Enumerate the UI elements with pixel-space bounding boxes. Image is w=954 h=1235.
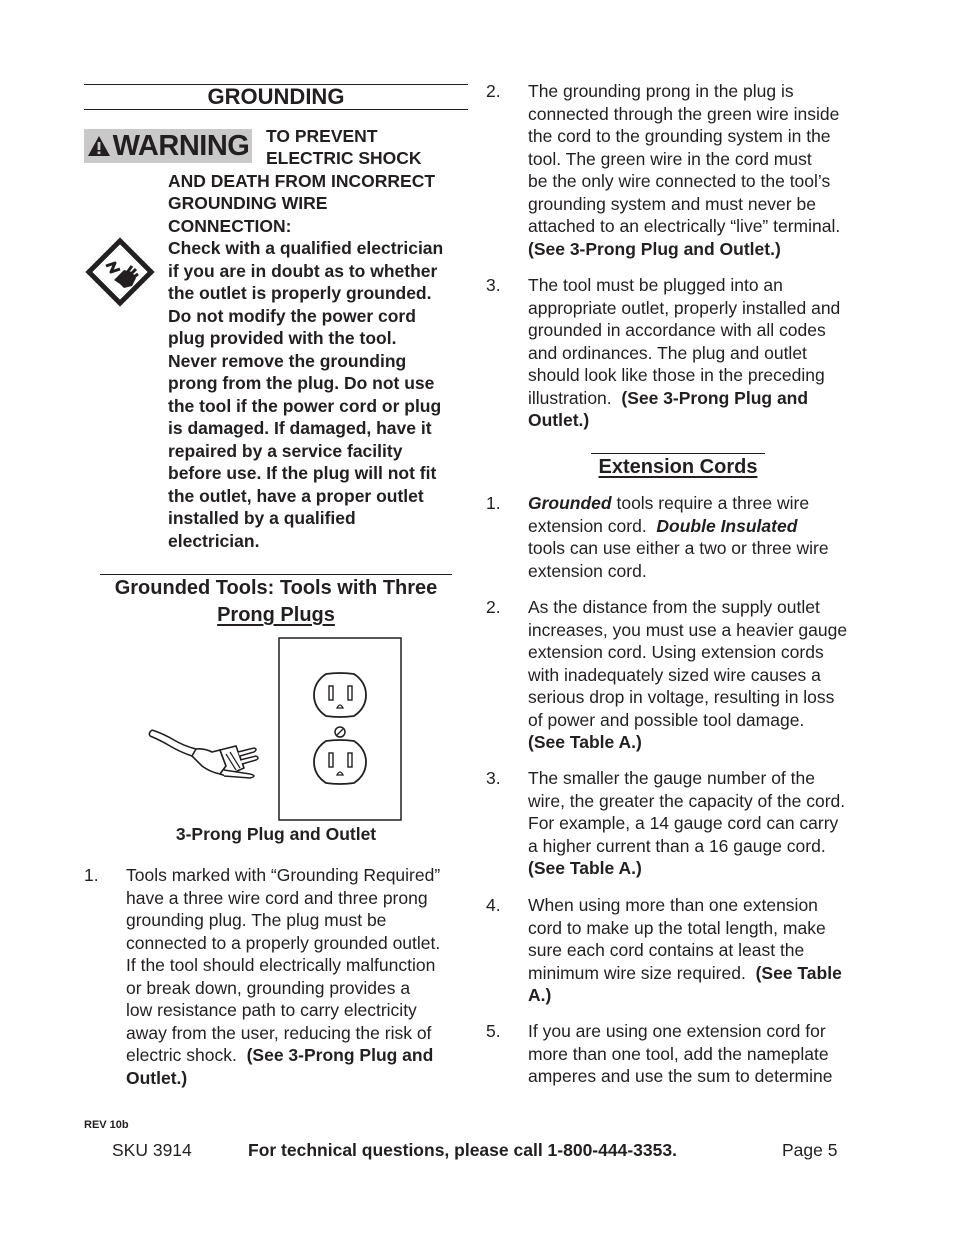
list-item-text: extension cord. [528,515,657,536]
extension-list-item-2 [528,596,847,754]
warning-text-line: Check with a qualified electrician [168,238,444,258]
list-item-line: The grounding prong in the plug is [528,81,794,101]
warning-text-line: GROUNDING WIRE [168,193,328,213]
table-reference: (See Table A.) [528,732,642,752]
list-item-line: connected through the green wire inside [528,103,840,124]
list-number: 2. [486,597,501,617]
list-item-line: If the tool should electrically malfunction [126,955,436,975]
warning-text-line: ELECTRIC SHOCK [266,148,422,168]
list-number: 5. [486,1021,501,1041]
list-item-line [126,1044,440,1067]
list-number: 2. [486,81,501,101]
list-item-line: amperes and use the sum to determine [528,1066,833,1086]
warning-text-line: before use. If the plug will not fit [168,463,437,483]
revision-label: REV 10b [84,1119,129,1131]
list-item-line: connected to a properly grounded outlet. [126,932,441,953]
list-item-line: with inadequately sized wire causes a [528,664,821,685]
warning-label: WARNING [112,129,250,162]
warning-text-line: CONNECTION: [168,216,292,236]
list-item-line [528,515,829,538]
table-reference: A.) [528,985,552,1005]
list-item-line: the cord to the grounding system in the [528,126,831,146]
list-item-line: more than one tool, add the nameplate [528,1043,829,1064]
table-reference: (See Table A.) [528,858,642,878]
warning-text-line: repaired by a service facility [168,441,403,461]
list-item-line: sure each cord contains at least the [528,940,805,960]
list-item-line: grounding system and must never be [528,193,816,214]
list-item-line [528,492,829,515]
figure-caption: 3-Prong Plug and Outlet [175,824,377,844]
list-number: 3. [486,768,501,788]
list-item-line: or break down, grounding provides a [126,977,411,998]
list-item-line: low resistance path to carry electricity [126,1000,417,1020]
warning-text-line: TO PREVENT [266,126,378,146]
list-item-line: cord to make up the total length, make [528,917,826,938]
list-item-line: of power and possible tool damage. [528,709,805,730]
list-item-line: tools can use either a two or three wire [528,538,829,558]
list-item-text: illustration. [528,387,622,408]
list-item-line: increases, you must use a heavier gauge [528,619,848,640]
warning-triangle-icon [87,135,111,157]
warning-text-line: plug provided with the tool. [168,328,397,348]
warning-text-line: prong from the plug. Do not use [168,373,435,393]
list-item-line: should look like those in the preceding [528,365,825,385]
extension-list-item-5 [528,1020,832,1088]
list-item-line: a higher current than a 16 gauge cord. [528,835,826,856]
figure-reference: Outlet.) [528,410,590,430]
list-item-line: If you are using one extension cord for [528,1021,826,1041]
figure-reference: Outlet.) [126,1067,188,1088]
warning-text-line: installed by a qualified [168,508,356,528]
list-number: 1. [486,493,501,513]
extension-list-item-1 [528,492,829,582]
warning-badge [84,129,252,163]
emphasis-double-insulated: Double Insulated [656,515,798,536]
list-number: 3. [486,275,501,295]
warning-text-line: if you are in doubt as to whether [168,261,438,281]
list-item-line: The smaller the gauge number of the [528,768,815,788]
list-number: 1. [84,865,99,885]
warning-text-line: Never remove the grounding [168,351,407,371]
extension-list-item-3 [528,767,845,880]
warning-text-line: is damaged. If damaged, have it [168,418,432,438]
plug-and-outlet-illustration [140,636,405,824]
warning-text-line: Do not modify the power cord [168,306,416,326]
grounding-list-item-3 [528,274,840,432]
list-item-line: serious drop in voltage, resulting in loss [528,687,835,707]
list-number: 4. [486,895,501,915]
list-item-line: wire, the greater the capacity of the cord. [528,790,846,811]
grounded-tools-heading-line2: Prong Plugs [217,604,335,626]
list-item-line: extension cord. [528,560,647,581]
list-item-line [528,962,842,985]
grounding-list-item-2 [528,80,840,260]
sku-label: SKU 3914 [112,1140,192,1160]
page-number: Page 5 [782,1140,838,1160]
list-item-line [528,387,840,410]
warning-text-line: the tool if the power cord or plug [168,396,442,416]
section-title-grounding: GROUNDING [84,84,468,110]
list-item-line: appropriate outlet, properly installed and [528,297,841,318]
list-item-line: tool. The green wire in the cord must [528,148,812,169]
list-item-line: grounding plug. The plug must be [126,910,387,930]
list-item-line: be the only wire connected to the tool’s [528,171,831,191]
extension-cords-heading [591,453,765,480]
grounded-tools-heading [100,574,452,629]
warning-text-line: AND DEATH FROM INCORRECT [168,171,436,191]
list-item-line: grounded in accordance with all codes [528,320,826,340]
technical-support-line: For technical questions, please call 1-800-444-3353. [248,1140,677,1160]
figure-reference: (See 3-Prong Plug and [621,387,809,408]
figure-reference: (See 3-Prong Plug and Outlet.) [528,238,781,259]
warning-text-line: the outlet, have a proper outlet [168,486,424,506]
grounded-tools-heading-line1: Grounded Tools: Tools with Three [114,577,438,599]
list-item-text: tools require a three wire [611,493,810,513]
warning-text-line: electrician. [168,531,260,551]
list-item-line: have a three wire cord and three prong [126,887,428,908]
extension-cords-heading-text: Extension Cords [598,456,758,478]
list-item-text: electric shock. [126,1045,247,1065]
extension-list-item-4 [528,894,842,1007]
table-reference: (See Table [755,962,842,983]
list-item-line: away from the user, reducing the risk of [126,1022,432,1043]
list-item-line: and ordinances. The plug and outlet [528,342,807,363]
list-item-line: Tools marked with “Grounding Required” [126,865,441,885]
list-item-line: For example, a 14 gauge cord can carry [528,813,839,833]
list-item-line: extension cord. Using extension cords [528,642,824,662]
list-item-line: attached to an electrically “live” terminal. [528,216,841,236]
grounding-list-item-1 [126,864,440,1089]
list-item-line: As the distance from the supply outlet [528,597,820,617]
list-item-line: The tool must be plugged into an [528,275,783,295]
emphasis-grounded: Grounded [528,493,612,513]
list-item-text: minimum wire size required. [528,962,756,983]
warning-text-line: the outlet is properly grounded. [168,283,432,303]
list-item-line: When using more than one extension [528,895,818,915]
electric-shock-hazard-icon [84,236,156,308]
figure-reference: (See 3-Prong Plug and [246,1045,434,1065]
